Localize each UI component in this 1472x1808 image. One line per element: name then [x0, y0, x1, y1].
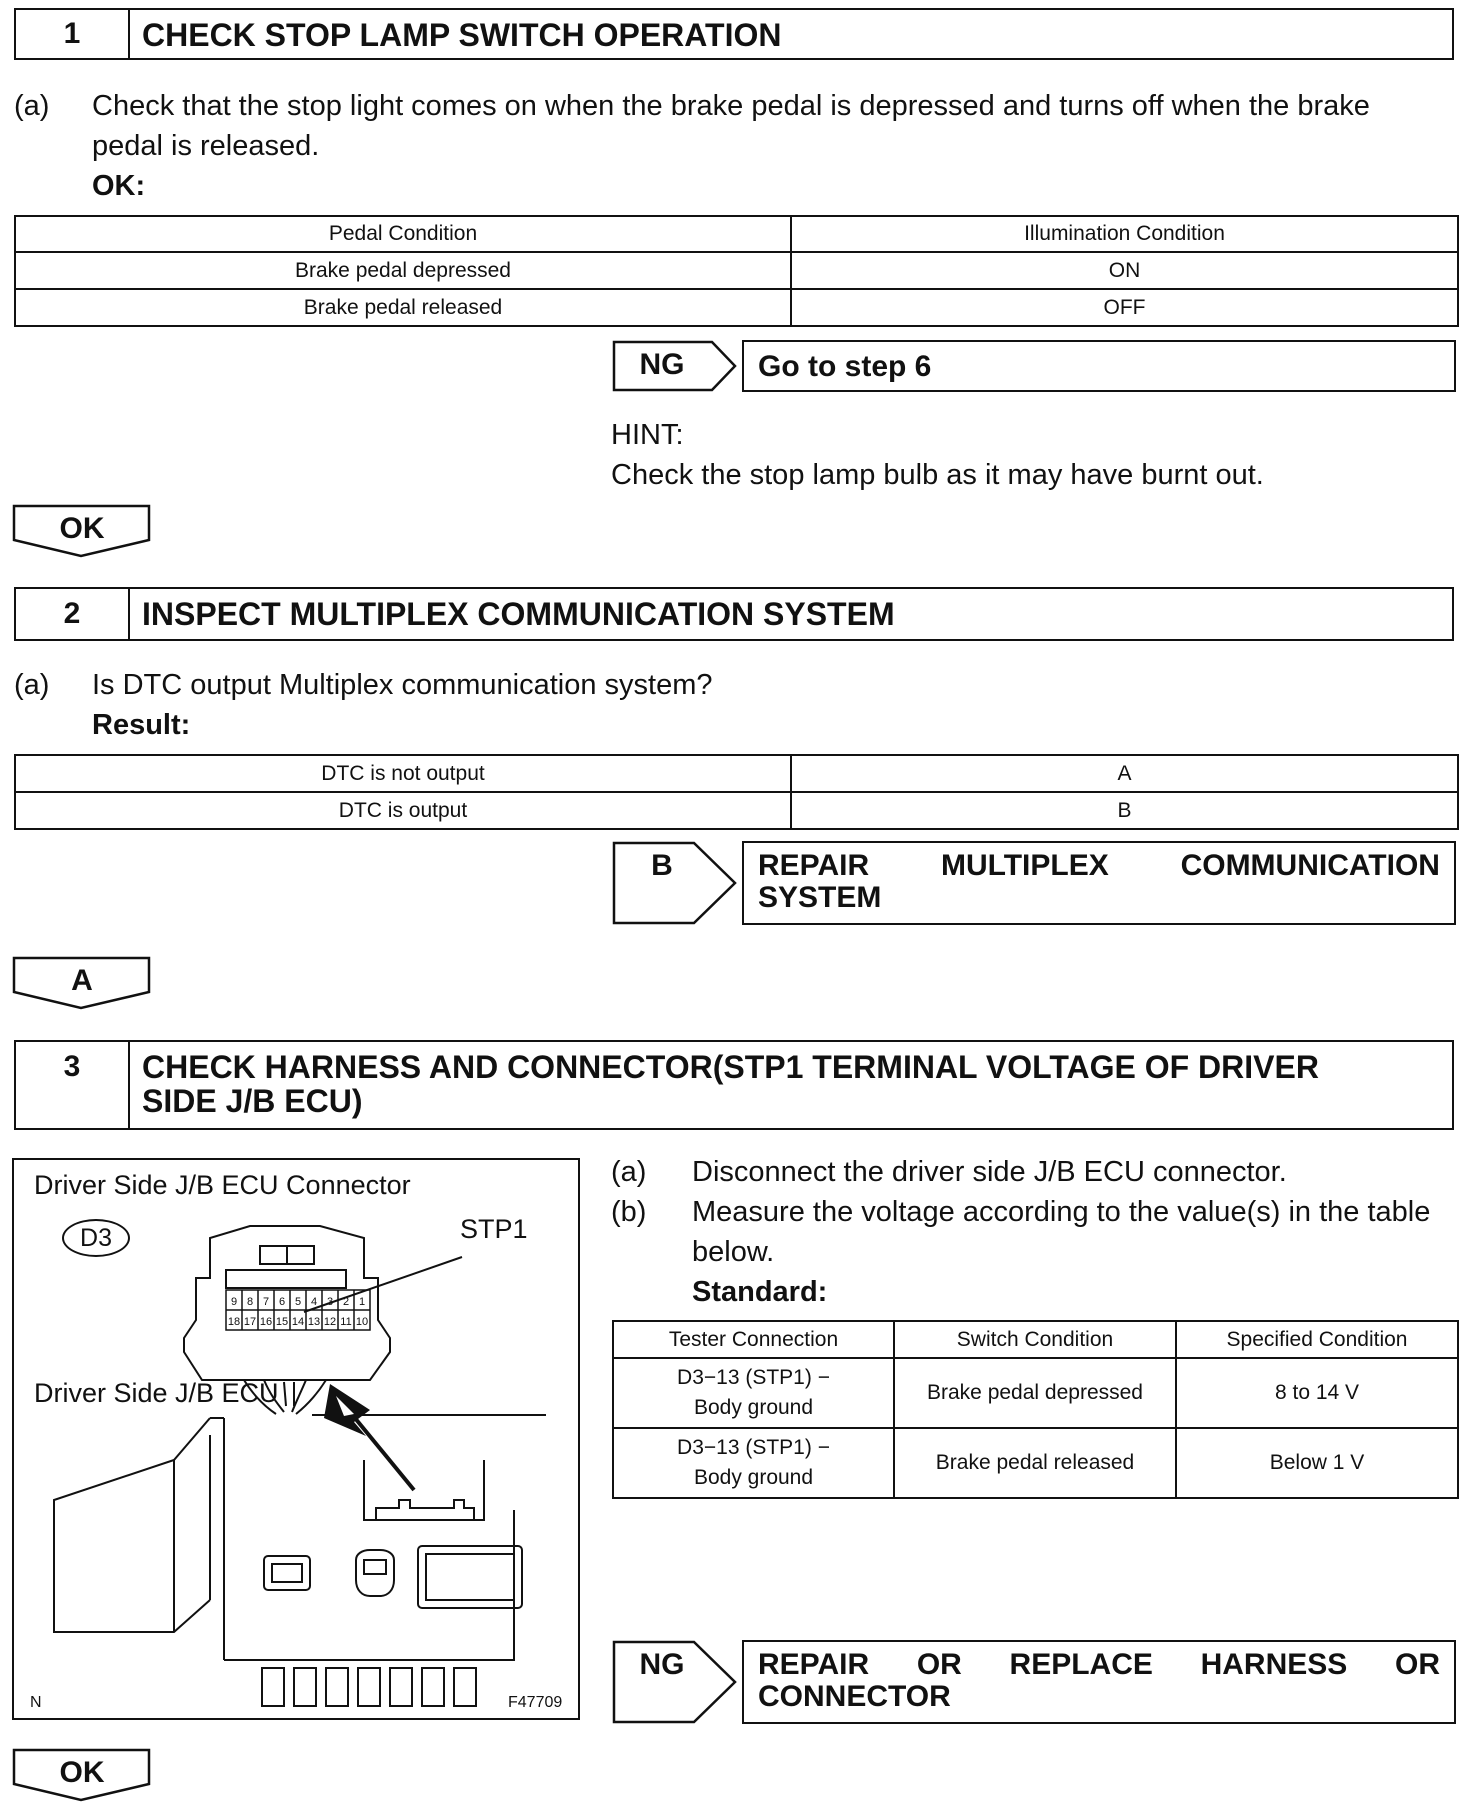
pin-number: 8	[246, 1296, 254, 1308]
result-word: OR	[1395, 1648, 1440, 1681]
pin-number: 6	[278, 1296, 286, 1308]
table-header: Illumination Condition	[791, 216, 1458, 252]
pin-number: 15	[275, 1316, 289, 1328]
tag-label: OK	[59, 1756, 105, 1789]
table-header: Specified Condition	[1176, 1321, 1458, 1358]
table-header: Pedal Condition	[15, 216, 791, 252]
pin-number: 13	[307, 1316, 321, 1328]
b-result-box	[742, 841, 1456, 925]
table-row	[613, 1428, 1458, 1498]
ng-arrow-tag	[612, 340, 738, 392]
small-socket	[264, 1556, 310, 1590]
pin-number: 1	[358, 1296, 366, 1308]
hint-label: HINT:	[611, 419, 684, 451]
table-row	[15, 289, 1458, 326]
result-line: CONNECTOR	[758, 1680, 951, 1713]
ecu-label: Driver Side J/B ECU	[34, 1378, 279, 1408]
result-word: HARNESS	[1200, 1648, 1348, 1681]
pin-number: 4	[310, 1296, 318, 1308]
table-cell: DTC is not output	[15, 755, 791, 792]
step-number: 1	[16, 10, 130, 58]
connector-label: Driver Side J/B ECU Connector	[34, 1170, 411, 1200]
instruction-text: pedal is released.	[92, 130, 320, 162]
tester-ground: Body ground	[693, 1466, 814, 1489]
voltage-table	[612, 1320, 1459, 1499]
figure-id: F47709	[508, 1694, 563, 1711]
table-cell: Below 1 V	[1176, 1428, 1458, 1498]
item-label: (b)	[611, 1196, 647, 1228]
step-title: INSPECT MULTIPLEX COMMUNICATION SYSTEM	[142, 596, 895, 632]
pin-number: 14	[291, 1316, 305, 1328]
pin-number: 11	[340, 1316, 352, 1328]
result-word: REPAIR	[758, 849, 870, 882]
table-row	[15, 755, 1458, 792]
a-down-tag	[12, 956, 152, 1010]
instruction-text: Measure the voltage according to the value(s) in the table	[692, 1196, 1431, 1228]
table-cell: Brake pedal released	[894, 1428, 1176, 1498]
ng-result-box	[742, 340, 1456, 392]
tester-connection: D3−13 (STP1) −	[677, 1436, 830, 1459]
step-2-header	[14, 587, 1454, 641]
pin-number: 7	[262, 1296, 270, 1308]
connector-figure	[12, 1158, 580, 1720]
b-arrow-tag	[612, 841, 738, 925]
large-socket	[418, 1546, 522, 1608]
table-cell: Brake pedal depressed	[894, 1358, 1176, 1428]
table-cell	[613, 1428, 894, 1498]
instruction-text: Disconnect the driver side J/B ECU connector.	[692, 1156, 1287, 1188]
table-cell: Brake pedal released	[15, 289, 791, 326]
table-header: Switch Condition	[894, 1321, 1176, 1358]
connector-id: D3	[62, 1219, 130, 1257]
pin-number: 2	[342, 1296, 350, 1308]
step-1-header	[14, 8, 1454, 60]
tag-label: NG	[639, 1648, 685, 1681]
item-label: (a)	[14, 90, 50, 122]
result-word: COMMUNICATION	[1180, 849, 1440, 882]
pin-number: 17	[243, 1316, 257, 1328]
connection-arrow-icon	[324, 1384, 414, 1490]
tag-label: OK	[59, 512, 105, 545]
tester-ground: Body ground	[693, 1396, 814, 1419]
ok-down-tag	[12, 1748, 152, 1802]
result-line	[758, 1648, 1440, 1682]
connector-drawing	[14, 1160, 578, 1718]
table-row	[15, 792, 1458, 829]
ok-down-tag	[12, 504, 152, 558]
item-label: (a)	[611, 1156, 647, 1188]
result-word: OR	[916, 1648, 962, 1681]
step-title-line: CHECK HARNESS AND CONNECTOR(STP1 TERMINAL VOLTAGE OF DRIVER	[142, 1049, 1319, 1085]
table-cell: ON	[791, 252, 1458, 289]
pin-number: 3	[326, 1296, 334, 1308]
result-line: SYSTEM	[758, 881, 882, 914]
table-cell: DTC is output	[15, 792, 791, 829]
pin-label: STP1	[460, 1214, 528, 1244]
tag-label: B	[651, 849, 673, 882]
instruction-text: Check that the stop light comes on when the brake pedal is depressed and turns off when the brake	[92, 90, 1370, 122]
tag-label: NG	[639, 348, 685, 381]
corner-letter: N	[30, 1694, 42, 1711]
step-number: 3	[16, 1042, 130, 1128]
step-number: 2	[16, 589, 130, 639]
ng-arrow-tag	[612, 1640, 738, 1724]
result-word: REPAIR	[758, 1648, 870, 1681]
table-cell: OFF	[791, 289, 1458, 326]
ok-label: OK:	[92, 170, 146, 202]
pin-number: 9	[230, 1296, 238, 1308]
pin-number: 5	[294, 1296, 302, 1308]
step-title-line: SIDE J/B ECU)	[142, 1083, 363, 1119]
pin-number: 10	[355, 1316, 369, 1328]
step-title: CHECK STOP LAMP SWITCH OPERATION	[142, 17, 782, 53]
result-text: Go to step 6	[758, 350, 932, 383]
hint-text: Check the stop lamp bulb as it may have burnt out.	[611, 459, 1264, 491]
table-cell	[613, 1358, 894, 1428]
table-cell: 8 to 14 V	[1176, 1358, 1458, 1428]
standard-label: Standard:	[692, 1276, 828, 1308]
table-header: Tester Connection	[613, 1321, 894, 1358]
result-line	[758, 849, 1440, 883]
pin-grid	[226, 1290, 370, 1330]
tag-label: A	[71, 964, 93, 997]
tester-connection: D3−13 (STP1) −	[677, 1366, 830, 1389]
pedal-table	[14, 215, 1459, 327]
step-3-header	[14, 1040, 1454, 1130]
pin-number: 18	[227, 1316, 241, 1328]
instruction-text: Is DTC output Multiplex communication system?	[92, 669, 713, 701]
item-label: (a)	[14, 669, 50, 701]
result-label: Result:	[92, 709, 191, 741]
pin-number: 12	[323, 1316, 337, 1328]
table-cell: A	[791, 755, 1458, 792]
result-word: MULTIPLEX	[940, 849, 1109, 882]
pin-number: 16	[259, 1316, 273, 1328]
table-row	[613, 1358, 1458, 1428]
ng-result-box	[742, 1640, 1456, 1724]
dtc-table	[14, 754, 1459, 830]
table-cell: Brake pedal depressed	[15, 252, 791, 289]
instruction-text: below.	[692, 1236, 775, 1268]
table-cell: B	[791, 792, 1458, 829]
table-row	[15, 252, 1458, 289]
result-word: REPLACE	[1009, 1648, 1153, 1681]
